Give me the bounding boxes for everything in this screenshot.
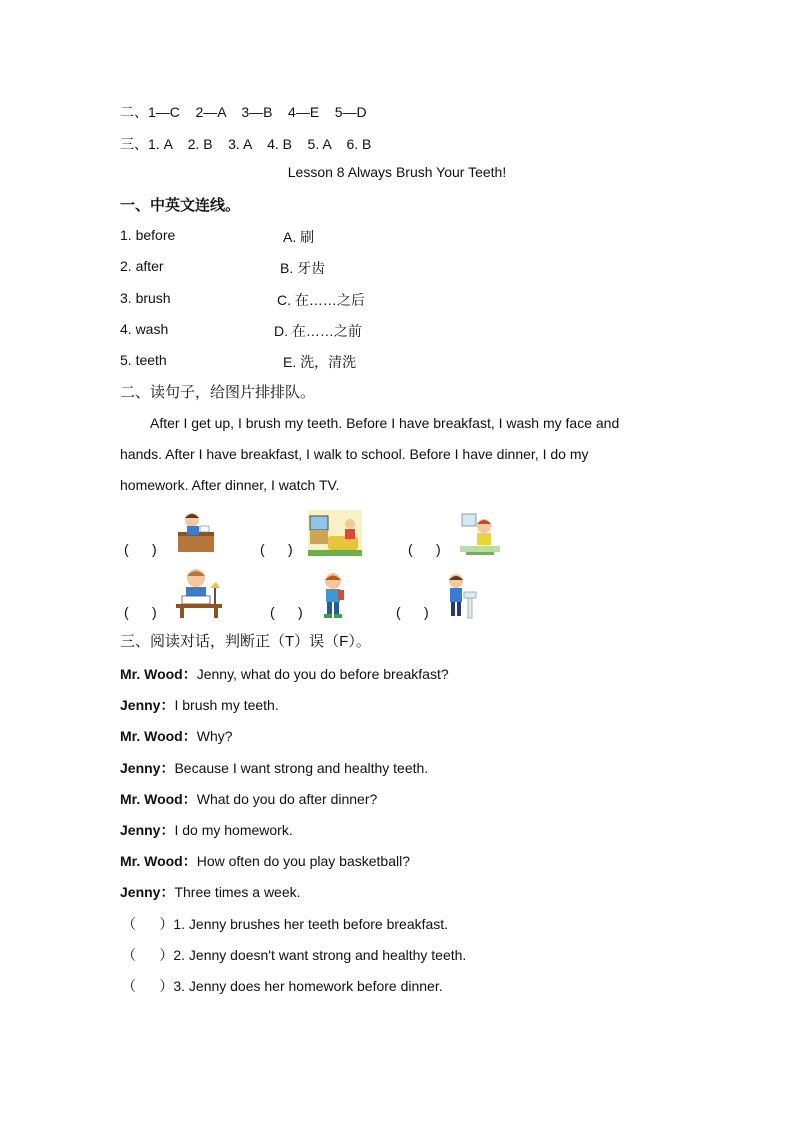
order-blank-5[interactable]: ( ) — [270, 604, 303, 620]
speaker: Mr. Wood： — [120, 853, 197, 869]
section2-heading: 二、读句子，给图片排排队。 — [120, 384, 316, 401]
boy-at-desk-icon — [172, 508, 220, 556]
boy-reading-icon — [174, 566, 226, 618]
speaker: Mr. Wood： — [120, 666, 197, 682]
dialogue-text: Why? — [196, 728, 233, 744]
dialogue-line-7 — [120, 851, 410, 871]
answer-line-3: 三、1. A 2. B 3. A 4. B 5. A 6. B — [120, 136, 372, 152]
match-english-2: 2. after — [120, 258, 164, 274]
match-chinese-d: D. 在……之前 — [274, 323, 362, 339]
dialogue-text: Jenny, what do you do before breakfast? — [196, 666, 449, 682]
speaker: Jenny： — [120, 760, 175, 776]
match-english-3: 3. brush — [120, 290, 171, 306]
dialogue-line-3 — [120, 726, 233, 746]
speaker: Mr. Wood： — [120, 728, 197, 744]
match-english-4: 4. wash — [120, 321, 169, 337]
section1-heading: 一、中英文连线。 — [120, 197, 241, 214]
passage-text: After I get up, I brush my teeth. Before I have breakfast, I wash my face and hands. After I have breakfast, I walk to school. Before I have dinner, I do my homework. After dinner, I watch TV. — [120, 415, 620, 493]
match-english-1: 1. before — [120, 227, 176, 243]
order-blank-3[interactable]: ( ) — [408, 541, 441, 557]
statement-2[interactable]: （ ）2. Jenny doesn't want strong and healthy teeth. — [122, 947, 467, 963]
answer-line-2: 二、1—C 2—A 3—B 4—E 5—D — [120, 104, 367, 120]
dialogue-text: I do my homework. — [174, 822, 293, 838]
passage — [120, 408, 650, 501]
dialogue-text: Because I want strong and healthy teeth. — [174, 760, 429, 776]
statement-3[interactable]: （ ）3. Jenny does her homework before dinner. — [122, 978, 443, 994]
tv-room-icon — [308, 510, 362, 556]
boy-walking-icon — [318, 572, 348, 618]
dialogue-text: How often do you play basketball? — [196, 853, 410, 869]
match-chinese-a: A. 刷 — [283, 229, 315, 245]
boy-washing-icon — [444, 572, 478, 620]
dialogue-line-2 — [120, 695, 279, 715]
speaker: Jenny： — [120, 822, 175, 838]
section3-heading: 三、阅读对话，判断正（T）误（F）。 — [120, 633, 371, 650]
match-chinese-b: B. 牙齿 — [280, 260, 326, 276]
dialogue-text: What do you do after dinner? — [196, 791, 378, 807]
dialogue-line-1 — [120, 664, 449, 684]
lesson-title: Lesson 8 Always Brush Your Teeth! — [287, 164, 507, 180]
dialogue-line-6 — [120, 820, 293, 840]
match-chinese-c: C. 在……之后 — [277, 292, 365, 308]
order-blank-1[interactable]: ( ) — [124, 541, 157, 557]
match-english-5: 5. teeth — [120, 352, 167, 368]
dialogue-line-8 — [120, 882, 301, 902]
speaker: Mr. Wood： — [120, 791, 197, 807]
statement-1[interactable]: （ ）1. Jenny brushes her teeth before breakfast. — [122, 916, 449, 932]
order-blank-4[interactable]: ( ) — [124, 604, 157, 620]
order-blank-2[interactable]: ( ) — [260, 541, 293, 557]
dialogue-line-4 — [120, 758, 428, 778]
boy-brushing-teeth-icon — [460, 512, 500, 556]
match-chinese-e: E. 洗，清洗 — [283, 354, 357, 370]
dialogue-line-5 — [120, 789, 377, 809]
dialogue-text: Three times a week. — [174, 884, 301, 900]
speaker: Jenny： — [120, 884, 175, 900]
speaker: Jenny： — [120, 697, 175, 713]
order-blank-6[interactable]: ( ) — [396, 604, 429, 620]
dialogue-text: I brush my teeth. — [174, 697, 279, 713]
